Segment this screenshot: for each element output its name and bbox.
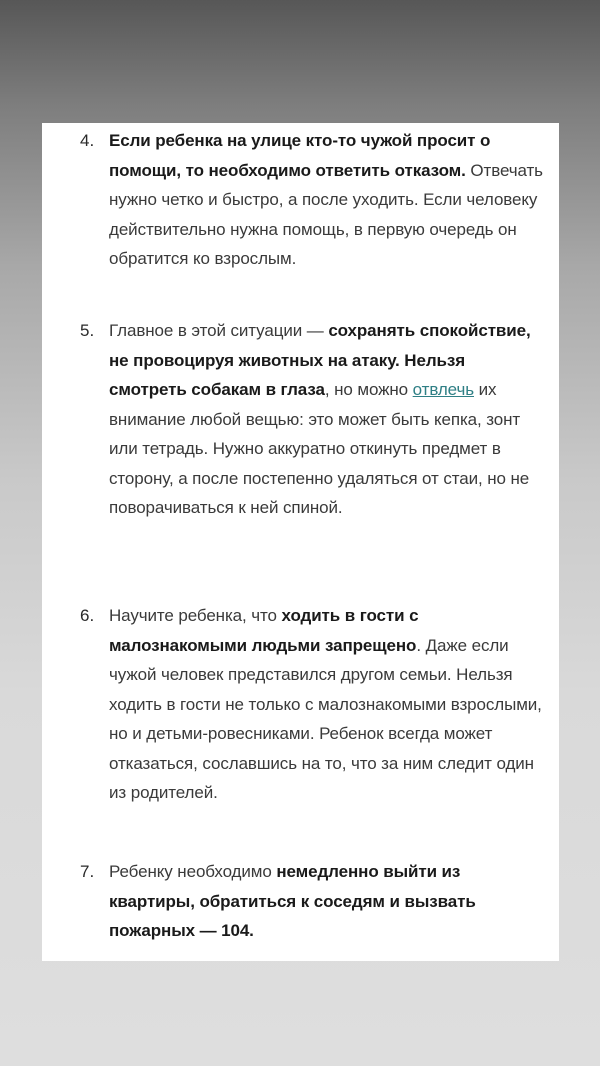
item-plain-text: , но можно: [324, 380, 413, 399]
item-plain-text: Главное в этой ситуации —: [109, 321, 329, 340]
item-text: [109, 601, 543, 808]
item-bold-text: сохранять спокойствие, не провоцируя животных на атаку. Нельзя смотреть собакам в глаза: [109, 321, 531, 399]
item-number: 6.: [80, 606, 95, 625]
item-number: 4.: [80, 131, 95, 150]
item-number: 7.: [80, 862, 95, 881]
item-bold-text: Если ребенка на улице кто-то чужой просит о помощи, то необходимо ответить отказом.: [109, 131, 491, 180]
item-plain-text: их внимание любой вещью: это может быть кепка, зонт или тетрадь. Нужно аккуратно откинуть предмет в сторону, а после постепенно удаляться от стаи, но не поворачиваться к ней спиной.: [109, 380, 530, 517]
item-plain-text: . Даже если чужой человек представился другом семьи. Нельзя ходить в гости не только с малознакомыми взрослыми, но и детьми-ровесниками. Ребенок всегда может отказаться, сославшись на то, что за ним следит один из родителей.: [109, 635, 542, 802]
item-text: [109, 857, 543, 946]
distract-link[interactable]: отвлечь: [412, 380, 474, 399]
item-number: 5.: [80, 321, 95, 340]
item-bold-text: ходить в гости с малознакомыми людьми запрещено: [109, 606, 419, 655]
item-plain-text: Ребенку необходимо: [109, 862, 277, 881]
item-plain-text: Научите ребенка, что: [109, 606, 282, 625]
item-text: [109, 126, 543, 274]
item-plain-text: Отвечать нужно четко и быстро, а после уходить. Если человеку действительно нужна помощь, в первую очередь он обратится ко взрослым.: [109, 160, 543, 268]
item-text: [109, 316, 543, 523]
item-bold-text: немедленно выйти из квартиры, обратиться к соседям и вызвать пожарных — 104.: [109, 862, 476, 940]
article-card: [42, 123, 559, 961]
